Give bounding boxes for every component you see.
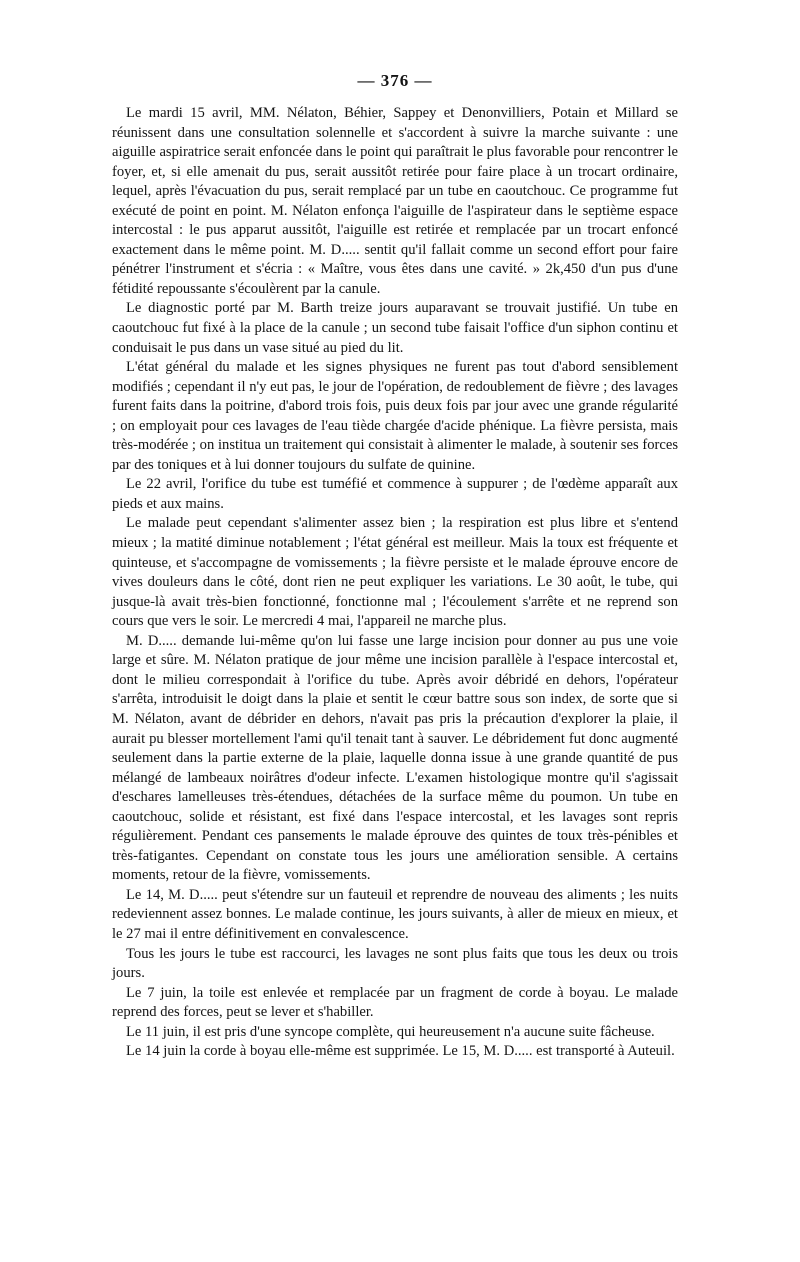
paragraph-progress: Le malade peut cependant s'alimenter assez bien ; la respiration est plus libre et s'entend mieux ; la matité diminue notablement ; l'état général est meilleur. Mais la toux est fréquente et quinteuse, et s'accompagne de vomissements ; la fièvre persiste et le malade éprouve encore de vives douleurs dans le côté, dont rien ne peut expliquer les variations. Le 30 août, le tube, qui jusque-là avait très-bien fonctionné, fonctionne mal ; l'écoulement s'arrête et ne reprend son cours que vers le soir. Le mercredi 4 mai, l'appareil ne marche plus. <box>112 515 678 630</box>
paragraph-may-14: Le 14, M. D..... peut s'étendre sur un fauteuil et reprendre de nouveau des aliments ; les nuits redeviennent assez bonnes. Le malade continue, les jours suivants, à aller de mieux en mieux, et le 27 mai il entre définitivement en convalescence. <box>112 886 678 942</box>
paragraph-diagnosis: Le diagnostic porté par M. Barth treize jours auparavant se trouvait justifié. Un tube en caoutchouc fut fixé à la place de la canule ; un second tube faisait l'office d'un siphon continu et conduisait le pus dans un vase situé au pied du lit. <box>112 300 678 356</box>
book-page <box>112 70 678 1062</box>
paragraph-june-7: Le 7 juin, la toile est enlevée et remplacée par un fragment de corde à boyau. Le malade reprend des forces, peut se lever et s'habiller. <box>112 984 678 1021</box>
paragraph-june-14: Le 14 juin la corde à boyau elle-même est supprimée. Le 15, M. D..... est transporté à Auteuil. <box>126 1043 675 1060</box>
paragraph-general-state: L'état général du malade et les signes physiques ne furent pas tout d'abord sensiblement modifiés ; cependant il n'y eut pas, le jour de l'opération, de redoublement de fièvre ; des lavages furent faits dans la poitrine, d'abord trois fois, puis deux fois par jour avec une grande régularité ; on employait pour ces lavages de l'eau tiède chargée d'acide phénique. La fièvre persista, mais très-modérée ; on institua un traitement qui consistait à alimenter le malade, à soutenir ses forces par des toniques et à lui donner toujours du sulfate de quinine. <box>112 359 678 473</box>
paragraph-incision: M. D..... demande lui-même qu'on lui fasse une large incision pour donner au pus une voie large et sûre. M. Nélaton pratique de jour même une incision parallèle à l'espace intercostal et, dont le milieu correspondait à l'orifice du tube. Après avoir débridé en dehors, l'opérateur s'arrêta, introduisit le doigt dans la plaie et sentit le cœur battre sous son index, de sorte que si M. Nélaton, avant de débrider en dehors, n'avait pas pris la précaution d'explorer la plaie, il aurait pu blesser mortellement l'ami qu'il tenait tant à sauver. Le débridement fut donc augmenté seulement dans la partie externe de la plaie, laquelle donna issue à une grande quantité de pus mélangé de lambeaux noirâtres d'odeur infecte. L'examen histologique montre qu'il s'agissait d'eschares lamelleuses très-étendues, détachées de la surface même du poumon. Un tube en caoutchouc, solide et résistant, est fixé dans l'espace intercostal, et les lavages sont repris régulièrement. Pendant ces pansements le malade éprouve des quintes de toux très-pénibles et très-fatigantes. Cependant on constate tous les jours une amélioration sensible. A certains moments, retour de la fièvre, vomissements. <box>112 632 678 884</box>
paragraph-june-11: Le 11 juin, il est pris d'une syncope complète, qui heureusement n'a aucune suite fâcheuse. <box>126 1023 655 1040</box>
paragraph-consultation: Le mardi 15 avril, MM. Nélaton, Béhier, Sappey et Denonvilliers, Potain et Millard se réunissent dans une consultation solennelle et s'accordent à suivre la marche suivante : une aiguille aspiratrice serait enfoncée dans le point qui paraîtrait le plus favorable pour rencontrer le foyer, et, si elle amenait du pus, serait aussitôt retirée pour faire place à un trocart ordinaire, lequel, après l'évacuation du pus, serait remplacé par un tube en caoutchouc. Ce programme fut exécuté de point en point. M. Nélaton enfonça l'aiguille de l'aspirateur dans le septième espace intercostal : le pus apparut aussitôt, l'aiguille est retirée et remplacée par un trocart enfoncé exactement dans le même point. M. D..... sentit qu'il fallait comme un second effort pour faire pénétrer l'instrument et s'écria : « Maître, vous êtes dans une cavité. » 2k,450 d'un pus d'une fétidité repoussante s'écoulèrent par la canule. <box>112 105 678 297</box>
page-number: — 376 — <box>357 71 433 90</box>
paragraph-tube-shortened: Tous les jours le tube est raccourci, les lavages ne sont plus faits que tous les deux ou trois jours. <box>112 945 678 982</box>
paragraph-april-22: Le 22 avril, l'orifice du tube est tuméfié et commence à suppurer ; de l'œdème apparaît aux pieds et aux mains. <box>112 476 678 512</box>
